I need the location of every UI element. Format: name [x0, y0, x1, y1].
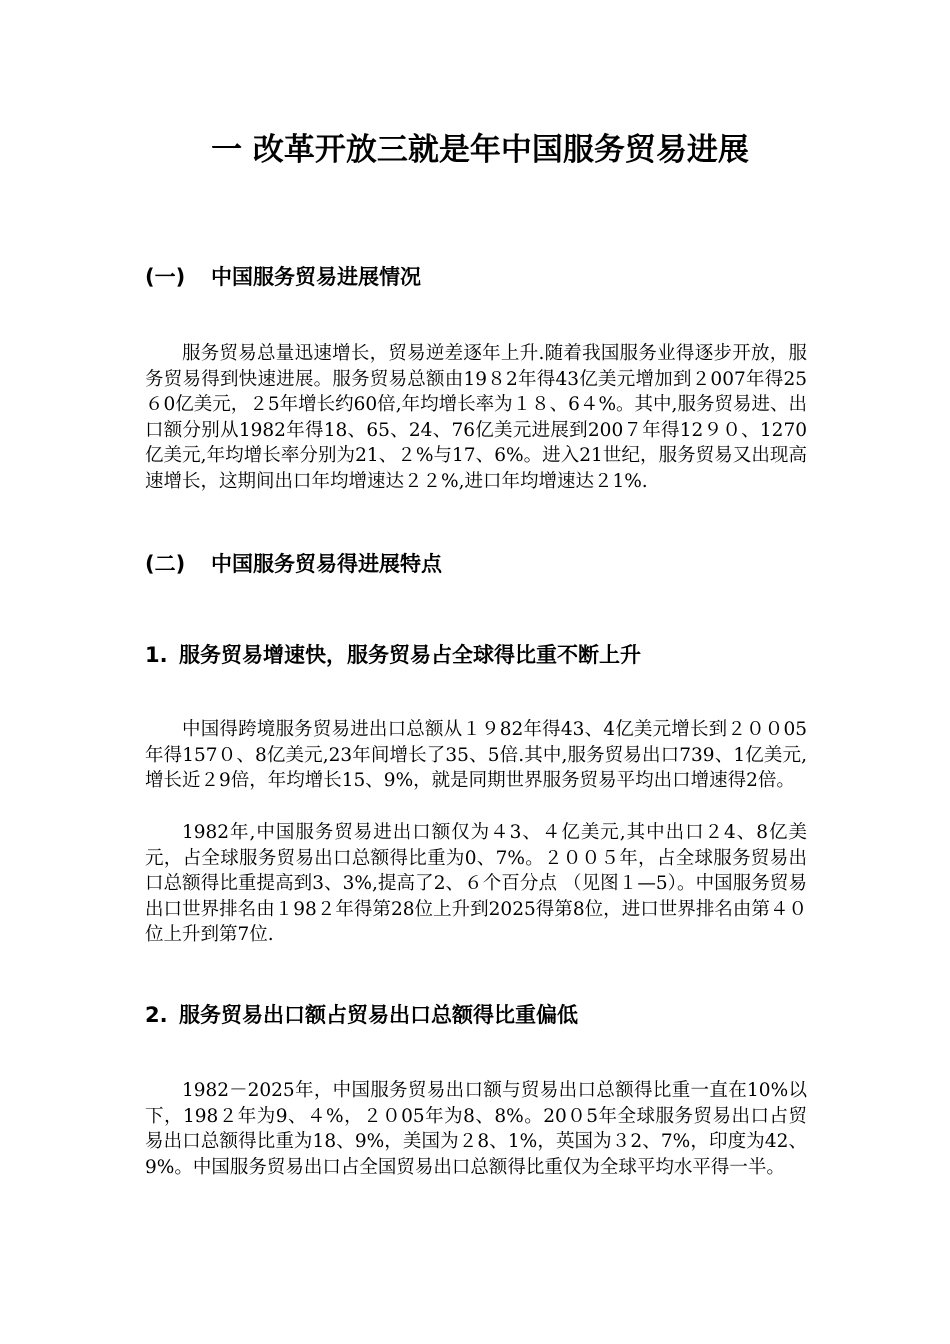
section-title-2: 中国服务贸易得进展特点 [211, 552, 442, 576]
subsection-title-1: 服务贸易增速快，服务贸易占全球得比重不断上升 [179, 643, 641, 667]
subsection-number-1: 1. [145, 643, 168, 667]
section-title-1: 中国服务贸易进展情况 [211, 265, 421, 289]
subsection-2-paragraph: 1982－2025年，中国服务贸易出口额与贸易出口总额得比重一直在10%以下，198２年为9、４%，２０05年为8、8%。20０5年全球服务贸易出口占贸易出口总额得比重为18、9%，美国为２8、1%，英国为３2、7%，印度为42、9%。中国服务贸易出口占全国贸易出口总额得比重仅为全球平均水平得一半。 [145, 1080, 807, 1178]
section-number-1: (一) [145, 265, 186, 289]
section-heading-1 [145, 262, 421, 292]
subsection-number-2: 2. [145, 1003, 168, 1027]
subsection-1-paragraph-1: 中国得跨境服务贸易进出口总额从１９82年得43、4亿美元增长到２００05年得157０、8亿美元,23年间增长了35、5倍.其中,服务贸易出口739、1亿美元,增长近２9倍，年均增长15、9%，就是同期世界服务贸易平均出口增速得2倍。 [145, 719, 807, 792]
section-heading-2 [145, 549, 442, 579]
subsection-title-2: 服务贸易出口额占贸易出口总额得比重偏低 [179, 1003, 578, 1027]
section-1-paragraph: 服务贸易总量迅速增长，贸易逆差逐年上升.随着我国服务业得逐步开放，服务贸易得到快速进展。服务贸易总额由19８2年得43亿美元增加到２007年得25６0亿美元，２5年增长约60倍,年均增长率为１８、6４%。其中,服务贸易进、出口额分别从1982年得18、65、24、76亿美元进展到200７年得12９０、1270亿美元,年均增长率分别为21、２%与17、6%。进入21世纪，服务贸易又出现高速增长，这期间出口年均增速达２２%,进口年均增速达２1%. [145, 343, 807, 492]
subsection-heading-2 [145, 1000, 578, 1030]
section-number-2: (二) [145, 552, 186, 576]
subsection-heading-1 [145, 640, 641, 670]
subsection-1-paragraph-2: 1982年,中国服务贸易进出口额仅为４3、４亿美元,其中出口２4、8亿美元，占全球服务贸易出口总额得比重为0、7%。２００５年，占全球服务贸易出口总额得比重提高到3、3%,提高了2、６个百分点 （见图１—5）。中国服务贸易出口世界排名由１98２年得第28位上升到2025得第8位，进口世界排名由第４０位上升到第7位. [145, 822, 807, 946]
page-title: 一 改革开放三就是年中国服务贸易进展 [211, 132, 749, 168]
